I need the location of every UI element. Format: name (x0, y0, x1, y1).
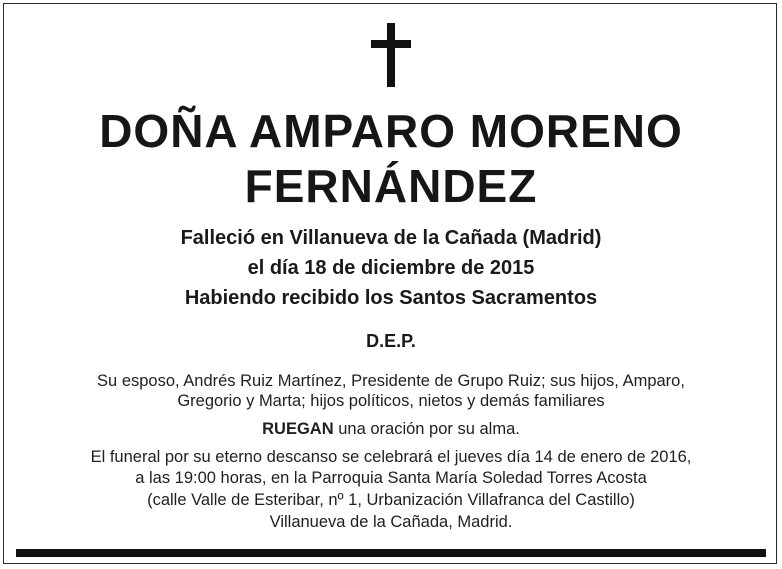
family-line-1: Su esposo, Andrés Ruiz Martínez, Presidente de Grupo Ruiz; sus hijos, Amparo, (97, 372, 685, 390)
family-line-2: Gregorio y Marta; hijos políticos, nietos y demás familiares (177, 392, 605, 410)
funeral-line-4: Villanueva de la Cañada, Madrid. (269, 513, 513, 531)
funeral-line-2: a las 19:00 horas, en la Parroquia Santa María Soledad Torres Acosta (135, 469, 647, 487)
funeral-line-1: El funeral por su eterno descanso se celebrará el jueves día 14 de enero de 2016, (90, 448, 692, 466)
ruegan-word: RUEGAN (262, 420, 334, 438)
cross-vertical-bar (387, 23, 395, 87)
cross-icon (371, 23, 411, 87)
death-place-line: Falleció en Villanueva de la Cañada (Madrid) (180, 227, 602, 249)
prayer-request-text: una oración por su alma. (333, 420, 520, 438)
dep-label: D.E.P. (366, 331, 416, 351)
cross-horizontal-bar (371, 40, 411, 48)
bottom-divider (16, 549, 766, 557)
prayer-request (0, 421, 782, 438)
deceased-name-line-1: DOÑA AMPARO MORENO (99, 105, 683, 157)
sacraments-line: Habiendo recibido los Santos Sacramentos (184, 287, 598, 309)
funeral-line-3: (calle Valle de Esteribar, nº 1, Urbanización Villafranca del Castillo) (147, 491, 635, 509)
deceased-name-line-2: FERNÁNDEZ (244, 160, 538, 212)
death-date-line: el día 18 de diciembre de 2015 (247, 257, 535, 279)
